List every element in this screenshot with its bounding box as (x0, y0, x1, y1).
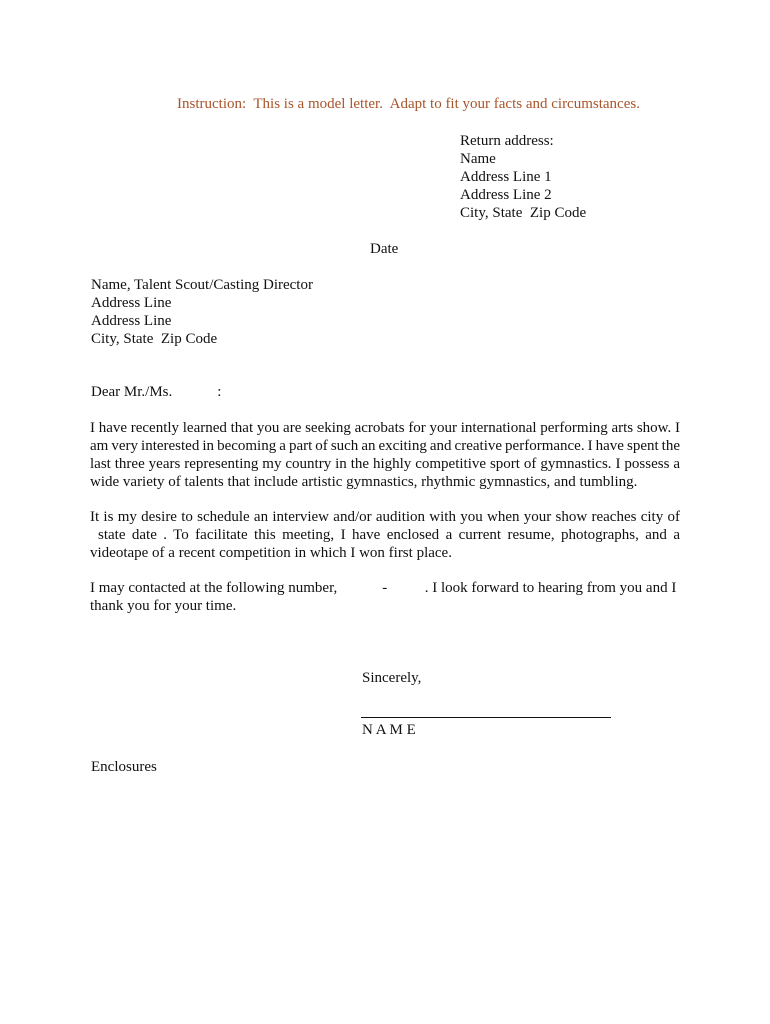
salutation: Dear Mr./Ms. : (91, 384, 222, 400)
paragraph-line: videotape of a recent competition in which I won first place. (90, 545, 452, 561)
recipient-city: City, State Zip Code (91, 331, 218, 347)
paragraph-line: I may contacted at the following number, - . I look forward to hearing from you and I (90, 580, 677, 596)
recipient-address-line: Address Line (91, 295, 172, 311)
return-address-name: Name (460, 151, 496, 167)
paragraph-line: I have recently learned that you are seeking acrobats for your international performing arts show. I (90, 420, 680, 436)
paragraph-line: wide variety of talents that include artistic gymnastics, rhythmic gymnastics, and tumbling. (90, 474, 638, 490)
recipient-address-line: Address Line (91, 313, 172, 329)
return-address-city: City, State Zip Code (460, 205, 587, 221)
paragraph-line: state date . To facilitate this meeting, I have enclosed a current resume, photographs, and a (98, 527, 680, 543)
signature-line (361, 717, 611, 718)
paragraph-line: thank you for your time. (90, 598, 237, 614)
closing: Sincerely, (362, 670, 422, 686)
paragraph-line: last three years representing my country in the highly competitive sport of gymnastics. I possess a (90, 456, 680, 472)
instruction-note: Instruction: This is a model letter. Adapt to fit your facts and circumstances. (177, 96, 640, 112)
return-address-label: Return address: (460, 133, 554, 149)
return-address-line2: Address Line 2 (460, 187, 552, 203)
enclosures: Enclosures (91, 759, 157, 775)
signature-name: N A M E (362, 722, 416, 738)
paragraph-line: It is my desire to schedule an interview and/or audition with you when your show reaches city of (90, 509, 680, 525)
recipient-name: Name, Talent Scout/Casting Director (91, 277, 313, 293)
return-address-line1: Address Line 1 (460, 169, 552, 185)
letter-date: Date (370, 241, 399, 257)
paragraph-line: am very interested in becoming a part of such an exciting and creative performance. I have spent the (90, 438, 680, 454)
